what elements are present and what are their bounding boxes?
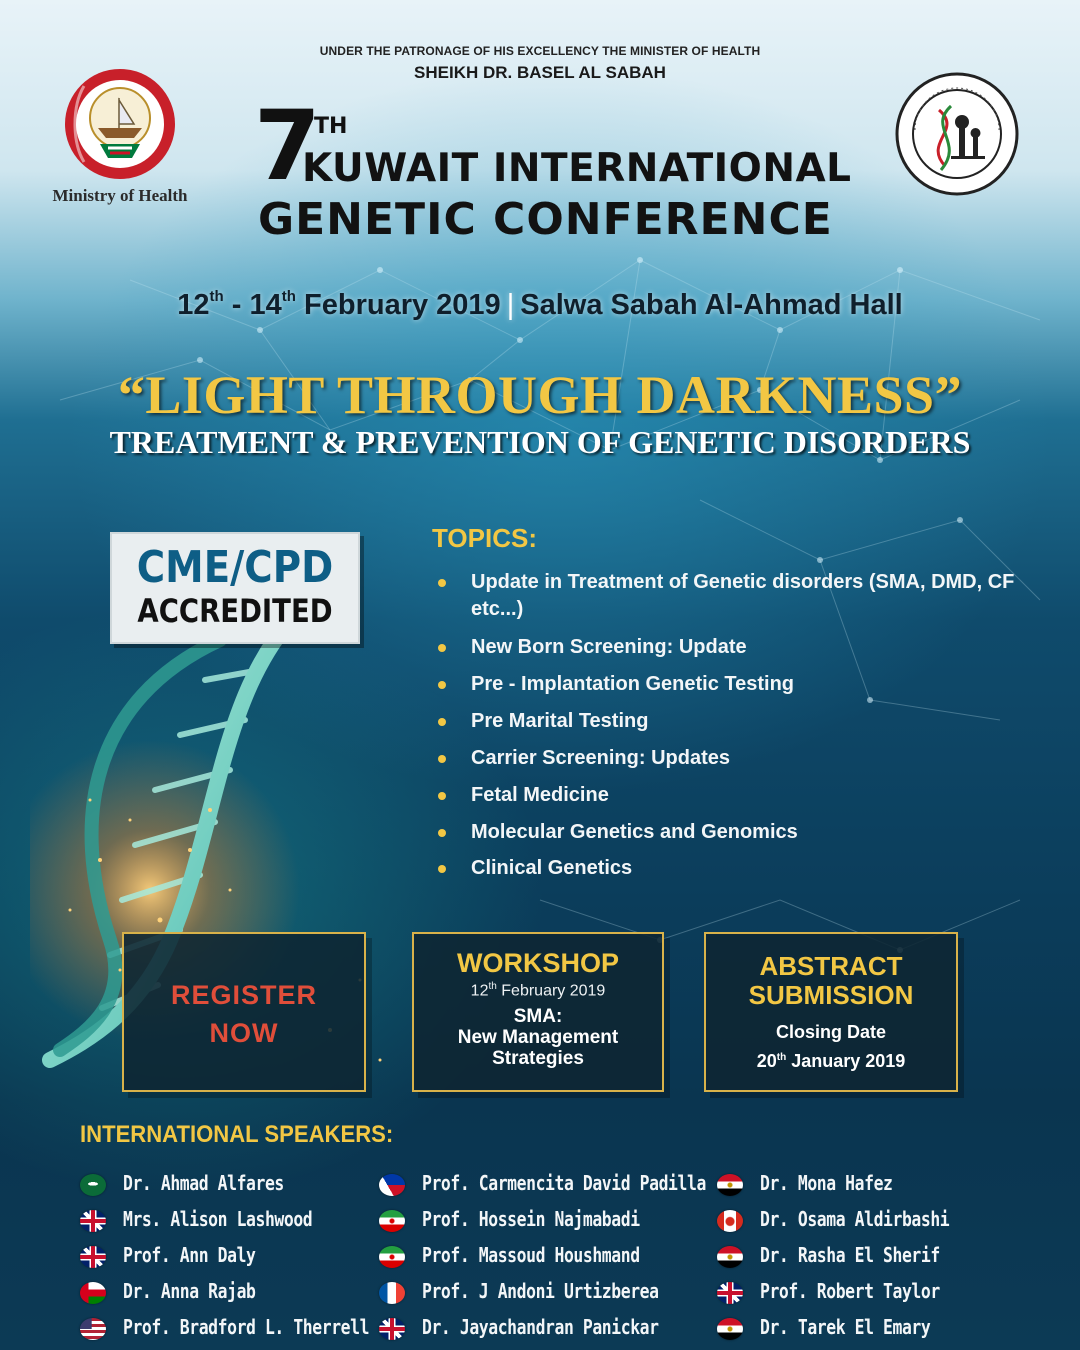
topic-item: Pre Marital Testing	[438, 708, 1038, 735]
bullet-icon	[438, 755, 446, 763]
bullet-icon	[438, 865, 446, 873]
bullet-icon	[438, 644, 446, 652]
egypt-flag-icon	[717, 1174, 743, 1196]
register-label[interactable]: REGISTER NOW	[170, 980, 318, 1048]
topic-item: Carrier Screening: Updates	[438, 745, 1038, 772]
accreditation-line1: CME/CPD	[136, 542, 334, 593]
edition-suffix: TH	[314, 114, 348, 139]
uk-flag-icon	[80, 1210, 106, 1232]
egypt-flag-icon	[717, 1318, 743, 1340]
conference-poster: UNDER THE PATRONAGE OF HIS EXCELLENCY THE MINISTER OF HEALTH SHEIKH DR. BASEL AL SABAH Ministry of Health 7 TH KUWAIT INTERNATIONAL GENETIC CONFERENCE 12th - 14th February 2019 | Salwa Sabah Al-Ahmad Hall “LIGHT THROUGH DARKNESS” TREATMENT & PREVENTION OF GENETIC DISORDERS CME/CPD ACCREDITED TOPICS: Update in Treatment of Genetic disorders (SMA, DMD, CF etc...) New Born Screening: Update Pre - Implantation Genetic Testing Pre Marital Testing Carrier Screening: Updates Fetal Medicine Molecular Genetics and Genomics Clinical Genetics REGISTER NOW WORKSHOP 12th February 2019 SMA: New Management Strategies ABSTRACT SUBMISSION Closing Date 20th January 2019 INTERNATIONAL SPEAKERS: Dr. Ahmad Alfares Mrs. Alison Lashwood Prof. Ann Daly Dr. Anna Rajab Prof. Bradford L. Therrell Prof. Carmencita David Padilla Prof. Hossein Najmabadi Prof. Massoud Houshmand Prof. J Andoni Urtizberea Dr. Jayachandran Panickar Dr. Mona Hafez Dr. Osama Aldirbashi Dr. Rasha El Sherif Prof. Robert Taylor Dr. Tarek El Emary	[0, 0, 1080, 1350]
accreditation-badge	[110, 532, 360, 644]
topic-item: Clinical Genetics	[438, 855, 1038, 882]
uk-flag-icon	[717, 1282, 743, 1304]
workshop-subject: SMA: New Management Strategies	[457, 1006, 619, 1070]
date-start-suffix: th	[209, 288, 224, 305]
abstract-closing-date: Closing Date 20th January 2019	[756, 1022, 906, 1071]
venue: Salwa Sabah Al-Ahmad Hall	[520, 289, 903, 321]
bullet-icon	[438, 681, 446, 689]
speakers-heading: INTERNATIONAL SPEAKERS:	[80, 1121, 394, 1148]
date-venue-separator: |	[506, 289, 515, 321]
ministry-of-health-logo	[62, 66, 178, 182]
workshop-title: WORKSHOP	[457, 948, 619, 978]
register-now-button[interactable]	[122, 932, 366, 1092]
usa-flag-icon	[80, 1318, 106, 1340]
bullet-icon	[438, 579, 446, 587]
bullet-icon	[438, 792, 446, 800]
patron-name: SHEIKH DR. BASEL AL SABAH	[414, 63, 666, 82]
edition-number: 7	[254, 90, 321, 202]
abstract-title: ABSTRACT SUBMISSION	[748, 951, 914, 1010]
conference-title-line2: GENETIC CONFERENCE	[258, 194, 833, 245]
genetic-center-seal	[893, 70, 1021, 198]
accreditation-line2: ACCREDITED	[137, 592, 333, 630]
bullet-icon	[438, 829, 446, 837]
ministry-label: Ministry of Health	[52, 186, 188, 205]
abstract-submission-box	[704, 932, 958, 1092]
topic-item: Pre - Implantation Genetic Testing	[438, 671, 1038, 698]
iran-flag-icon	[379, 1210, 405, 1232]
canada-flag-icon	[717, 1210, 743, 1232]
slogan: “LIGHT THROUGH DARKNESS”	[117, 365, 963, 425]
topic-item: Update in Treatment of Genetic disorders (SMA, DMD, CF etc...)	[438, 569, 1038, 623]
uk-flag-icon	[80, 1246, 106, 1268]
conference-title-line1: KUWAIT INTERNATIONAL	[302, 146, 852, 191]
oman-flag-icon	[80, 1282, 106, 1304]
event-date-venue	[0, 288, 1080, 322]
topics-heading: TOPICS:	[432, 523, 537, 553]
date-end-suffix: th	[281, 288, 296, 305]
workshop-date: 12th February 2019	[470, 981, 606, 1000]
saudi-arabia-flag-icon	[80, 1174, 106, 1196]
france-flag-icon	[379, 1282, 405, 1304]
sub-slogan: TREATMENT & PREVENTION OF GENETIC DISORDERS	[109, 424, 971, 460]
date-month-year: February 2019	[304, 289, 501, 321]
date-start-day: 12	[177, 289, 210, 321]
workshop-box	[412, 932, 664, 1092]
bullet-icon	[438, 718, 446, 726]
topic-item: Fetal Medicine	[438, 782, 1038, 809]
philippines-flag-icon	[379, 1174, 405, 1196]
patronage-line: UNDER THE PATRONAGE OF HIS EXCELLENCY THE MINISTER OF HEALTH	[319, 44, 761, 58]
date-dash: -	[231, 289, 242, 321]
egypt-flag-icon	[717, 1246, 743, 1268]
topic-item: New Born Screening: Update	[438, 634, 1038, 661]
date-end-day: 14	[249, 289, 282, 321]
topic-item: Molecular Genetics and Genomics	[438, 819, 1038, 846]
iran-flag-icon	[379, 1246, 405, 1268]
uk-flag-icon	[379, 1318, 405, 1340]
